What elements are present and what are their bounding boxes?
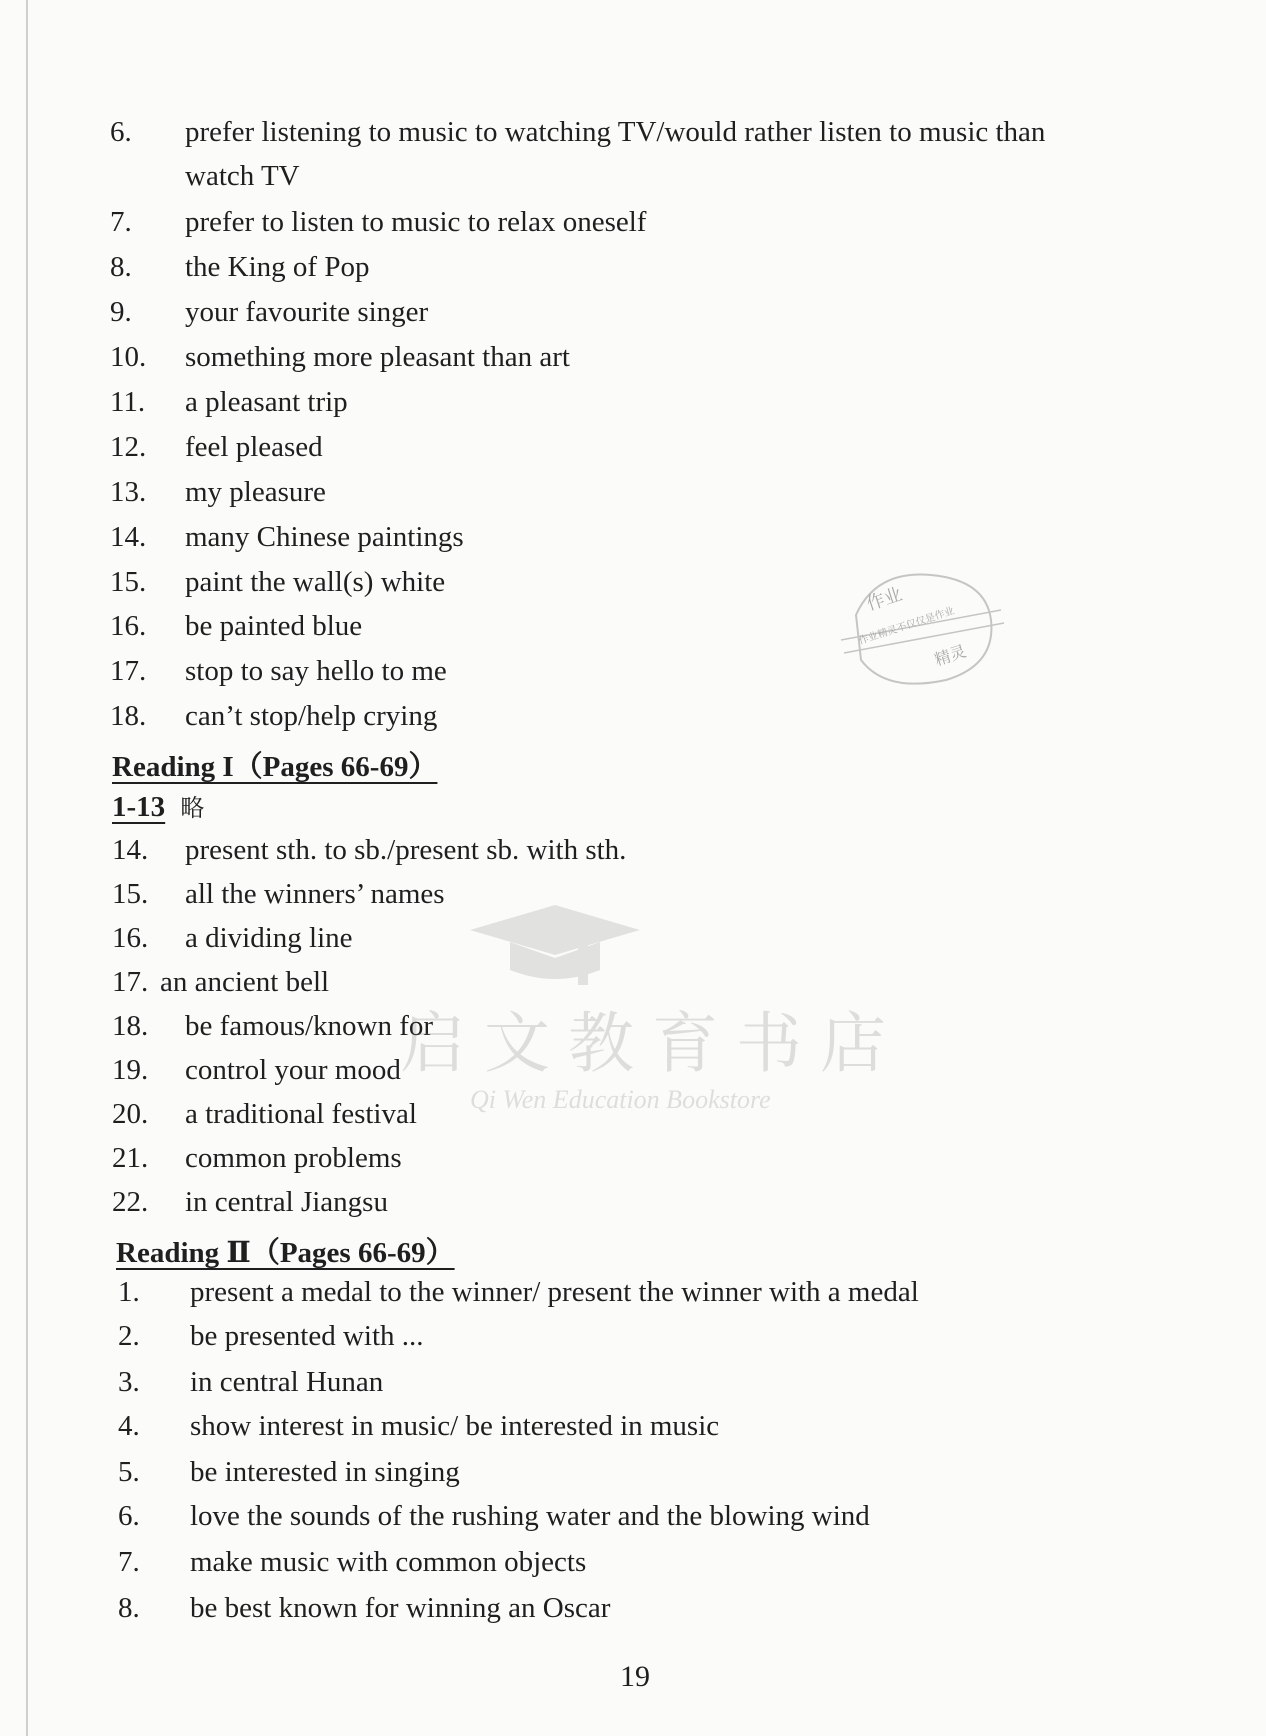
item-text: present a medal to the winner/ present the winner with a medal <box>190 1276 919 1308</box>
item-number: 7. <box>118 1546 140 1578</box>
item-number: 1. <box>118 1276 140 1308</box>
item-number: 18. <box>112 1010 149 1042</box>
range-note-text: 略 <box>180 794 205 822</box>
section-heading-reading-2: Reading Ⅱ（Pages 66-69） <box>116 1237 455 1269</box>
item-number: 17. <box>112 966 149 998</box>
item-number: 2. <box>118 1320 140 1352</box>
item-text: paint the wall(s) white <box>185 566 446 598</box>
item-text: something more pleasant than art <box>185 341 570 373</box>
item-number: 8. <box>110 251 132 283</box>
item-number: 16. <box>112 922 149 954</box>
item-text: stop to say hello to me <box>185 655 447 687</box>
item-text: my pleasure <box>185 476 326 508</box>
stamp-text-middle: 作业精灵不仅仅是作业 <box>857 605 956 648</box>
item-text: common problems <box>185 1142 402 1174</box>
item-text: present sth. to sb./present sb. with sth. <box>185 834 627 866</box>
item-number: 15. <box>112 878 149 910</box>
list-item-continuation <box>185 160 300 193</box>
item-number: 10. <box>110 341 147 373</box>
item-text: a traditional festival <box>185 1098 417 1130</box>
item-number: 8. <box>118 1592 140 1624</box>
item-number: 13. <box>110 476 147 508</box>
watermark <box>400 900 904 1140</box>
item-text: be famous/known for <box>185 1010 434 1042</box>
stamp-text-bottom: 精灵 <box>932 641 969 670</box>
item-text: feel pleased <box>185 431 323 463</box>
item-text: many Chinese paintings <box>185 521 464 553</box>
item-number: 6. <box>118 1500 140 1532</box>
item-number: 7. <box>110 206 132 238</box>
item-text: be interested in singing <box>190 1456 460 1488</box>
item-number: 3. <box>118 1366 140 1398</box>
item-text: a dividing line <box>185 922 353 954</box>
item-number: 20. <box>112 1098 149 1130</box>
item-number: 11. <box>110 386 146 418</box>
item-number: 4. <box>118 1410 140 1442</box>
item-number: 21. <box>112 1142 149 1174</box>
item-number: 14. <box>112 834 149 866</box>
item-text: prefer to listen to music to relax oneself <box>185 206 647 238</box>
item-number: 14. <box>110 521 147 553</box>
page-number: 19 <box>620 1660 650 1693</box>
item-text: can’t stop/help crying <box>185 700 438 732</box>
item-text: be painted blue <box>185 610 363 642</box>
item-number: 5. <box>118 1456 140 1488</box>
item-number: 6. <box>110 116 132 148</box>
item-number: 22. <box>112 1186 149 1218</box>
item-text: a pleasant trip <box>185 386 348 418</box>
item-text: in central Hunan <box>190 1366 384 1398</box>
range-note <box>112 788 204 824</box>
item-text: make music with common objects <box>190 1546 587 1578</box>
item-text: control your mood <box>185 1054 401 1086</box>
item-text: prefer listening to music to watching TV/would rather listen to music than <box>185 116 1046 148</box>
item-number: 12. <box>110 431 147 463</box>
item-number: 15. <box>110 566 147 598</box>
watermark-chinese: 启文教育书店 <box>400 1005 904 1082</box>
item-text: be best known for winning an Oscar <box>190 1592 611 1624</box>
item-text: your favourite singer <box>185 296 429 328</box>
range-label: 1-13 <box>112 791 166 823</box>
item-text: be presented with ... <box>190 1320 424 1352</box>
item-text: watch TV <box>185 160 300 192</box>
item-number: 19. <box>112 1054 149 1086</box>
item-number: 16. <box>110 610 147 642</box>
stamp-text-top: 作业 <box>864 583 905 615</box>
watermark-english: Qi Wen Education Bookstore <box>470 1085 771 1114</box>
graduation-cap-icon <box>460 900 650 990</box>
stamp <box>836 565 1006 695</box>
item-number: 17. <box>110 655 147 687</box>
item-number: 9. <box>110 296 132 328</box>
item-text: an ancient bell <box>160 966 330 998</box>
item-text: all the winners’ names <box>185 878 445 910</box>
item-number: 18. <box>110 700 147 732</box>
section-heading-reading-1: Reading I（Pages 66-69） <box>112 751 438 783</box>
item-text: show interest in music/ be interested in music <box>190 1410 720 1442</box>
item-text: the King of Pop <box>185 251 370 283</box>
item-text: love the sounds of the rushing water and the blowing wind <box>190 1500 870 1532</box>
item-text: in central Jiangsu <box>185 1186 388 1218</box>
